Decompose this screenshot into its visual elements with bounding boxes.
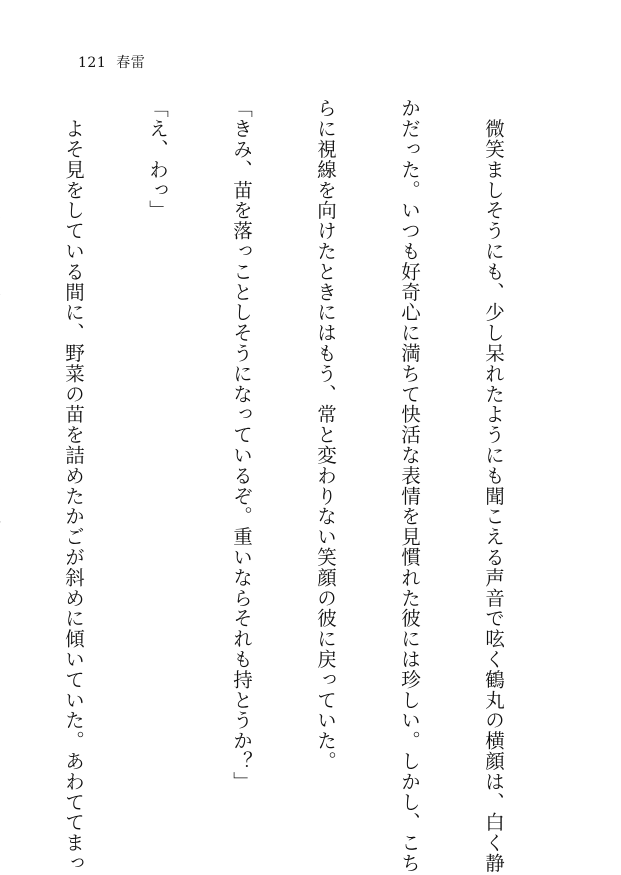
text-line: らに視線を向けたときにはもう、常と変わりない笑顔の彼に戻っていた。 (314, 98, 337, 772)
text-line: よそ見をしている間に、野菜の苗を詰めたかごが斜めに傾いていた。あわててまっ (62, 98, 85, 874)
running-header (78, 52, 145, 72)
text-line: かだった。いつも好奇心に満ちて快活な表情を見慣れた彼には珍しい。しかし、こち (398, 98, 421, 874)
text-line: 微笑ましそうにも、少し呆れたようにも聞こえる声音で呟く鶴丸の横顔は、白く静 (482, 98, 505, 874)
page-number: 121 (78, 55, 107, 71)
text-line: 「きみ、苗を落っことしそうになっているぞ。重いならそれも持とうか？」 (230, 98, 253, 792)
chapter-title: 春雷 (116, 55, 146, 71)
text-line (0, 98, 3, 838)
text-line: 「え、わっ」 (146, 98, 169, 221)
body-text (0, 98, 563, 874)
